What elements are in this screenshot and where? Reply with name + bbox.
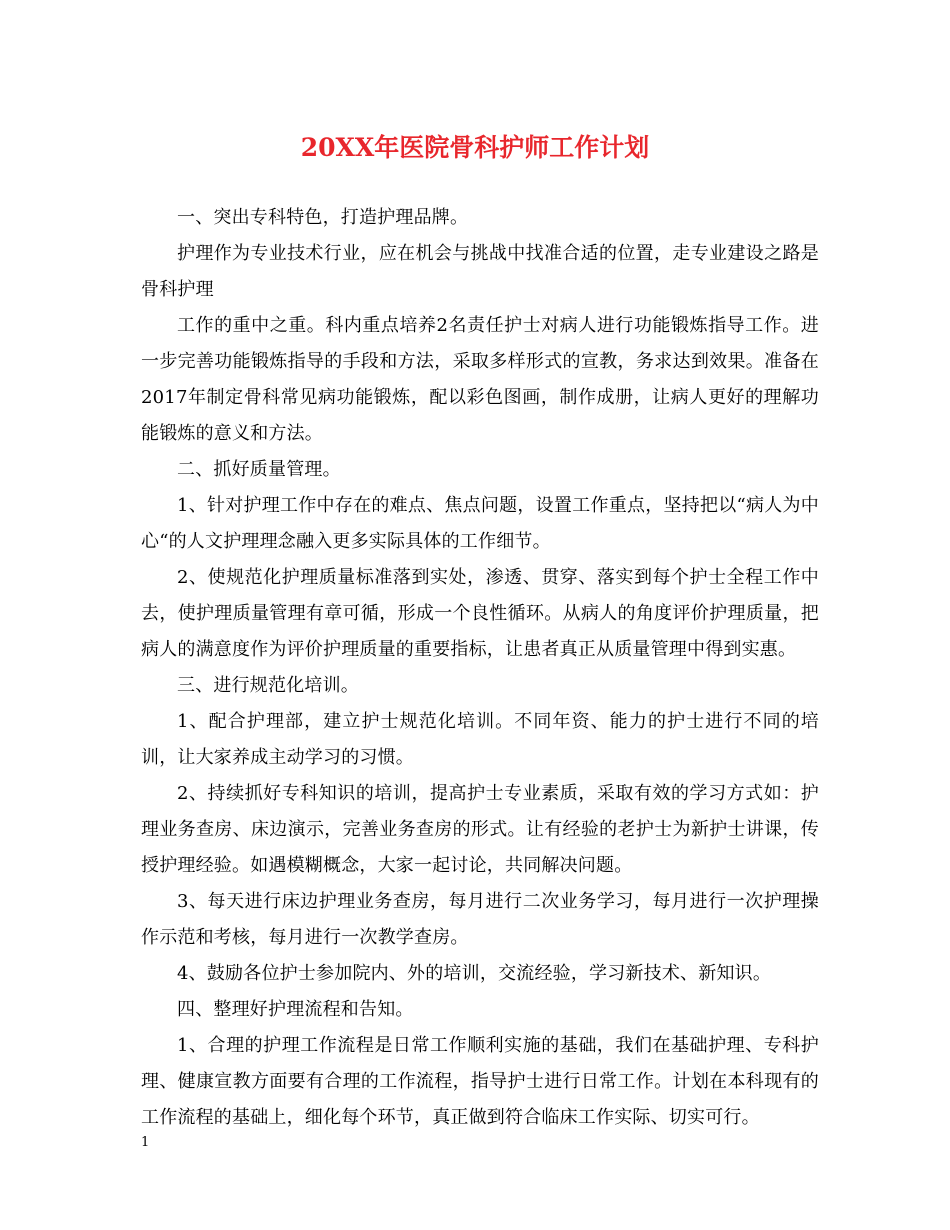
paragraph: 3、每天进行床边护理业务查房，每月进行二次业务学习，每月进行一次护理操作示范和考核，每月进行一次教学查房。	[141, 891, 819, 948]
document-title: 20XX年医院骨科护师工作计划	[300, 133, 650, 162]
paragraph: 4、鼓励各位护士参加院内、外的培训，交流经验，学习新技术、新知识。	[177, 963, 772, 984]
paragraph: 工作的重中之重。科内重点培养2名责任护士对病人进行功能锻炼指导工作。进一步完善功能锻炼指导的手段和方法，采取多样形式的宣教，务求达到效果。准备在2017年制定骨科常见病功能锻炼，配以彩色图画，制作成册，让病人更好的理解功能锻炼的意义和方法。	[141, 315, 819, 444]
paragraph: 2、使规范化护理质量标准落到实处，渗透、贯穿、落实到每个护士全程工作中去，使护理质量管理有章可循，形成一个良性循环。从病人的角度评价护理质量，把病人的满意度作为评价护理质量的重要指标，让患者真正从质量管理中得到实惠。	[141, 567, 819, 660]
paragraph: 护理作为专业技术行业，应在机会与挑战中找准合适的位置，走专业建设之路是骨科护理	[141, 243, 819, 300]
paragraph: 2、持续抓好专科知识的培训，提高护士专业素质，采取有效的学习方式如：护理业务查房、床边演示，完善业务查房的形式。让有经验的老护士为新护士讲课，传授护理经验。如遇模糊概念，大家一起讨论，共同解决问题。	[141, 783, 819, 876]
document-body	[141, 200, 819, 1136]
page-number: 1	[141, 1135, 150, 1150]
section-heading: 四、整理好护理流程和告知。	[177, 999, 414, 1020]
paragraph: 1、针对护理工作中存在的难点、焦点问题，设置工作重点，坚持把以“病人为中心“的人文护理理念融入更多实际具体的工作细节。	[141, 495, 819, 552]
paragraph: 1、配合护理部，建立护士规范化培训。不同年资、能力的护士进行不同的培训，让大家养成主动学习的习惯。	[141, 711, 819, 768]
section-heading: 三、进行规范化培训。	[177, 675, 359, 696]
section-heading: 二、抓好质量管理。	[177, 459, 341, 480]
paragraph: 1、合理的护理工作流程是日常工作顺利实施的基础，我们在基础护理、专科护理、健康宣教方面要有合理的工作流程，指导护士进行日常工作。计划在本科现有的工作流程的基础上，细化每个环节，真正做到符合临床工作实际、切实可行。	[141, 1035, 819, 1128]
section-heading: 一、突出专科特色，打造护理品牌。	[177, 207, 469, 228]
